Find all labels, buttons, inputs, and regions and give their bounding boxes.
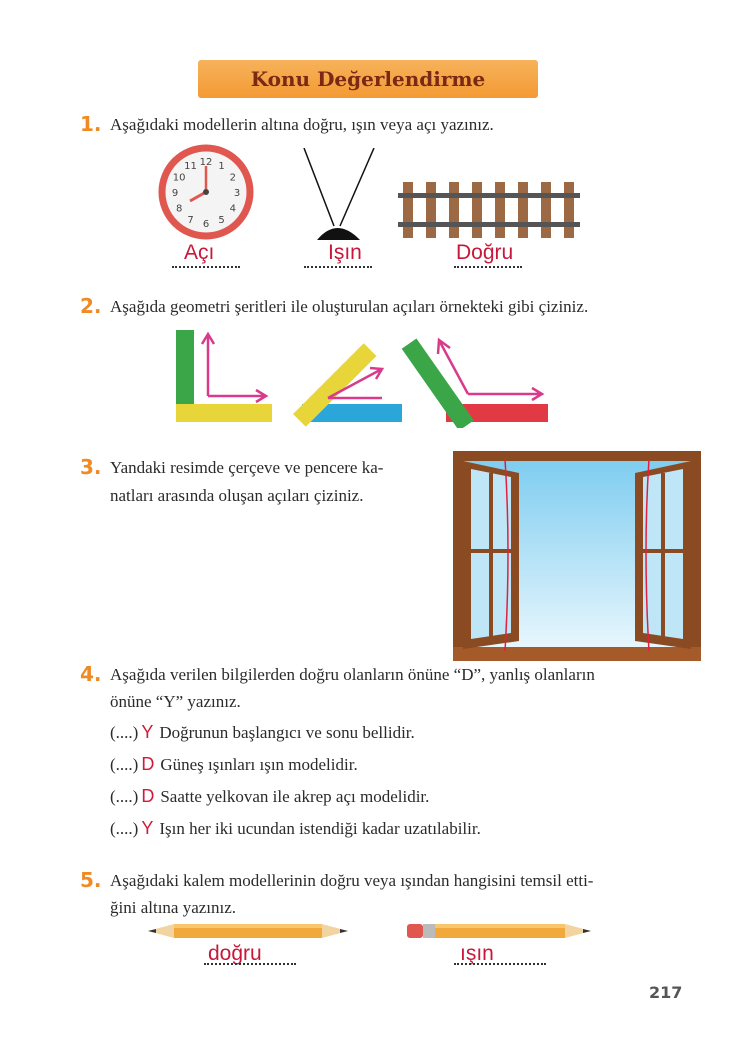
clock-number: 9 xyxy=(171,188,179,199)
answer-angle: Açı xyxy=(184,241,215,264)
antenna-ray-image xyxy=(300,148,380,240)
statement-blank: (....) xyxy=(110,723,139,742)
question-5-line-1: Aşağıdaki kalem modellerinin doğru veya ışından hangisini temsil etti- xyxy=(110,871,594,890)
statement-text: Güneş ışınları ışın modelidir. xyxy=(160,755,358,774)
clock-number: 7 xyxy=(187,214,194,226)
statement-answer-mark: Y xyxy=(141,722,154,742)
page-number: 217 xyxy=(649,983,683,1002)
clock-number: 6 xyxy=(202,219,210,230)
question-5-line-2: ğini altına yazınız. xyxy=(110,898,237,917)
clock-number: 10 xyxy=(172,172,186,184)
clock-number: 3 xyxy=(233,188,241,199)
statement-text: Doğrunun başlangıcı ve sonu bellidir. xyxy=(159,723,415,742)
answer-pencil-ray: ışın xyxy=(460,942,494,965)
open-window-image xyxy=(453,451,701,661)
question-2-number: 2. xyxy=(80,294,102,318)
pencil-ray-image xyxy=(407,922,591,940)
question-4-line-2: önüne “Y” yazınız. xyxy=(110,692,241,711)
clock-number: 5 xyxy=(218,214,225,226)
statement-row xyxy=(110,722,415,743)
pencil-line-image xyxy=(148,922,348,940)
statement-answer-mark: D xyxy=(141,786,155,806)
clock-number: 1 xyxy=(218,161,225,173)
question-3-line-2: natları arasında oluşan açıları çiziniz. xyxy=(110,486,364,505)
statement-answer-mark: D xyxy=(141,754,155,774)
answer-line: Doğru xyxy=(456,241,514,264)
question-4-number: 4. xyxy=(80,662,102,686)
clock-number: 4 xyxy=(229,203,237,215)
statement-answer-mark: Y xyxy=(141,818,154,838)
question-1-text: Aşağıdaki modellerin altına doğru, ışın veya açı yazınız. xyxy=(110,115,494,134)
clock-number: 2 xyxy=(229,172,237,184)
statement-blank: (....) xyxy=(110,819,139,838)
statement-blank: (....) xyxy=(110,755,139,774)
statement-text: Işın her iki ucundan istendiği kadar uzatılabilir. xyxy=(159,819,481,838)
clock-number: 8 xyxy=(175,203,183,215)
statement-row xyxy=(110,754,358,775)
statement-row xyxy=(110,818,481,839)
railway-line-image xyxy=(398,182,580,240)
answer-pencil-line: doğru xyxy=(208,942,262,965)
clock-number: 11 xyxy=(184,161,197,173)
question-4-line-1: Aşağıda verilen bilgilerden doğru olanların önüne “D”, yanlış olanların xyxy=(110,665,595,684)
question-3-line-1: Yandaki resimde çerçeve ve pencere ka- xyxy=(110,458,384,477)
question-3-number: 3. xyxy=(80,455,102,479)
question-1-number: 1. xyxy=(80,112,102,136)
section-title: Konu Değerlendirme xyxy=(198,60,538,98)
statement-blank: (....) xyxy=(110,787,139,806)
clock-image xyxy=(158,144,254,240)
clock-number: 12 xyxy=(199,157,213,168)
geometry-strips-image xyxy=(168,326,558,428)
question-2-text: Aşağıda geometri şeritleri ile oluşturulan açıları örnekteki gibi çiziniz. xyxy=(110,297,589,316)
question-5-number: 5. xyxy=(80,868,102,892)
statement-row xyxy=(110,786,429,807)
statement-text: Saatte yelkovan ile akrep açı modelidir. xyxy=(160,787,430,806)
answer-ray: Işın xyxy=(328,241,362,264)
